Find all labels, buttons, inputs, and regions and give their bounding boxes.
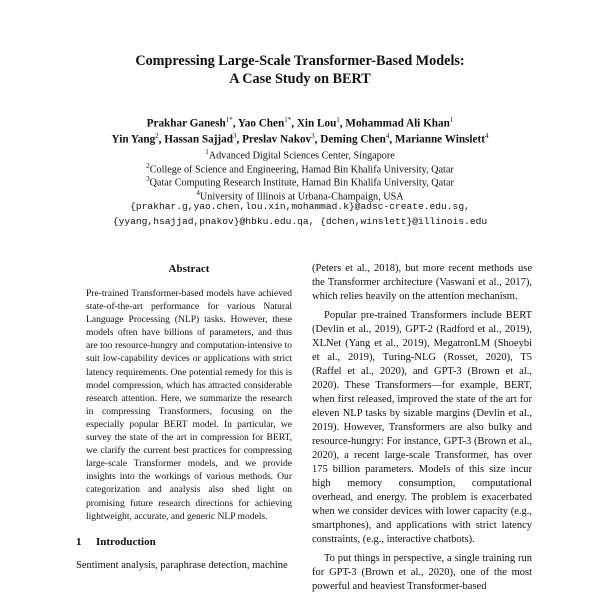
author-name: Preslav Nakov	[242, 133, 312, 146]
paper-title-line-1: Compressing Large-Scale Transformer-Based Models:	[135, 53, 465, 69]
author-name: Marianne Winslett	[394, 133, 485, 146]
author-affiliation-mark: 3	[311, 132, 315, 140]
affiliation-text: College of Science and Engineering, Hamad Bin Khalifa University, Qatar	[149, 163, 454, 175]
section-heading-introduction	[76, 535, 302, 549]
right-column	[312, 262, 532, 594]
author-affiliation-mark: 1	[336, 116, 340, 124]
author-name: Yao Chen	[237, 117, 285, 130]
email-line-1: {prakhar.g,yao.chen,lou.xin,mohammad.k}@adsc-create.edu.sg,	[130, 201, 470, 212]
author-affiliation-mark: 4	[385, 132, 390, 140]
abstract-heading: Abstract	[168, 263, 210, 275]
left-column	[76, 262, 302, 573]
authors-line-1: Prakhar Ganesh$^{1*}$, Yao Chen$^{1*}$, Xin Lou$^1$, Mohammad Ali Khan$^1$	[146, 116, 454, 130]
introduction-text-start: Sentiment analysis, paraphrase detection, machine	[76, 559, 288, 571]
author-name: Yin Yang	[111, 133, 156, 146]
affiliation-mark: 1	[205, 148, 209, 156]
paper-title-line-2: A Case Study on BERT	[229, 71, 371, 87]
author-affiliation-mark: 1*	[284, 116, 292, 124]
author-affiliation-mark: 1	[449, 116, 454, 124]
author-name: Hassan Sajjad	[164, 133, 233, 146]
intro-paragraph-2: Popular pre-trained Transformers include BERT (Devlin et al., 2019), GPT-2 (Radford et al., 2019), XLNet (Yang et al., 2019), MegatronLM (Shoeybi et al., 2019), Turing-NLG (Rosset, 2020), T5 (Raffel et al., 2020), and GPT-3 (Brown et al., 2020). These Transformers—for example, BERT, when first released, improved the state of the art for eleven NLP tasks by sizable margins (Devlin et al., 2019). However, Transformers are also bulky and resource-hungry: For instance, GPT-3 (Brown et al., 2020), a recent large-scale Transformer, has over 175 billion parameters. Models of this size incur high memory consumption, computational overhead, and energy. The problem is exacerbated when we consider devices with lower capacity (e.g., smartphones), and applications with strict latency constraints, (e.g., interactive chatbots).	[312, 310, 532, 545]
author-name: Xin Lou	[296, 117, 337, 130]
affiliation-text: University of Illinois at Urbana-Champaign, USA	[199, 190, 404, 202]
affiliation-mark: 3	[146, 175, 150, 183]
author-affiliation-mark: 4	[484, 132, 489, 140]
authors-line-2: Yin Yang$^2$, Hassan Sajjad$^3$, Preslav Nakov$^3$, Deming Chen$^4$, Marianne Winslett$^4$	[111, 132, 489, 146]
section-number: 1	[76, 535, 82, 548]
affiliation-text: Qatar Computing Research Institute, Hamad Bin Khalifa University, Qatar	[149, 177, 454, 189]
abstract-text: Pre-trained Transformer-based models have achieved state-of-the-art performance for various Natural Language Processing (NLP) tasks. However, these models often have billions of parameters, and thus are too resource-hungry and computation-intensive to suit low-capability devices or applications with strict latency requirements. One potential remedy for this is model compression, which has attracted considerable research attention. Here, we summarize the research in compressing Transformers, focusing on the especially popular BERT model. In particular, we survey the state of the art in compression for BERT, we clarify the current best practices for compressing large-scale Transformer models, and we provide insights into the workings of various methods. Our categorization and analysis also shed light on promising future research directions for achieving lightweight, accurate, and generic NLP models.	[86, 288, 292, 522]
author-name: Mohammad Ali Khan	[345, 117, 450, 130]
author-name: Deming Chen	[320, 133, 386, 146]
email-line-2: {yyang,hsajjad,pnakov}@hbku.edu.qa, {dchen,winslett}@illinois.edu	[112, 216, 488, 227]
affiliation-mark: 2	[146, 161, 150, 170]
intro-paragraph-3: To put things in perspective, a single training run for GPT-3 (Brown et al., 2020), one of the most powerful and heaviest Transformer-based	[312, 553, 532, 592]
author-affiliation-mark: 3	[232, 132, 237, 140]
intro-paragraph-1: (Peters et al., 2018), but more recent methods use the Transformer architecture (Vaswani et al., 2017), which relies heavily on the attention mechanism.	[312, 263, 532, 302]
author-name: Prakhar Ganesh	[146, 117, 226, 130]
author-affiliation-mark: 1*	[225, 116, 233, 124]
section-title: Introduction	[96, 535, 156, 548]
affiliation-text: Advanced Digital Sciences Center, Singapore	[208, 150, 395, 162]
affiliation-mark: 4	[196, 188, 200, 197]
author-affiliation-mark: 2	[155, 132, 159, 140]
